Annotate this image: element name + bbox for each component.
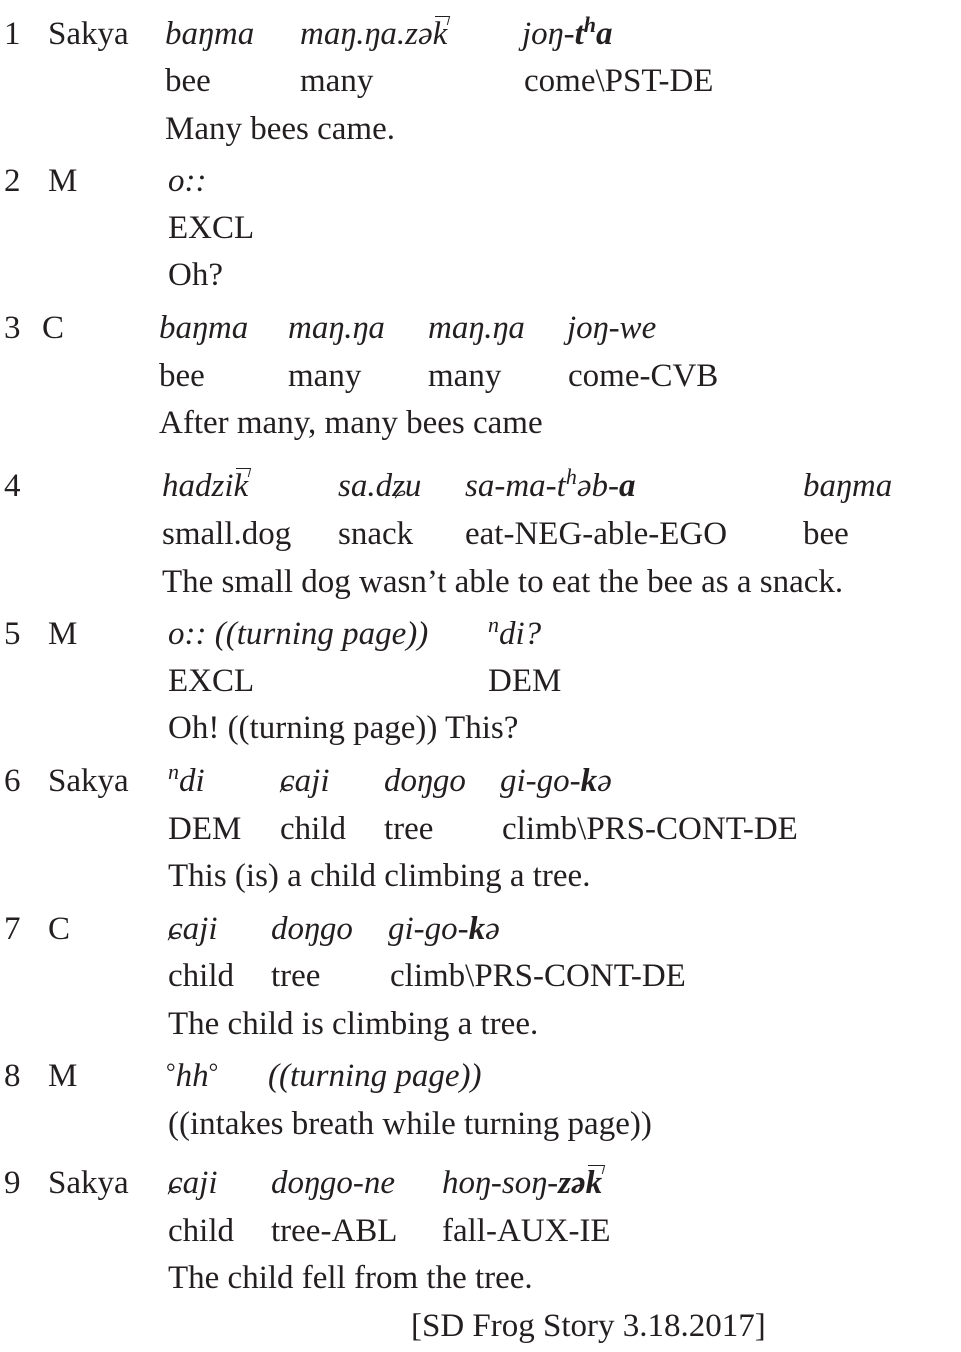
tone-mark: k (233, 468, 249, 504)
gloss-word: many (300, 63, 374, 99)
vernacular-word: $sa-ma-t^həb-a$ (465, 464, 636, 504)
speaker-label: C (48, 911, 71, 947)
turn-number: 2 (4, 163, 21, 199)
vernacular-word: ((turning page)) (268, 1058, 482, 1094)
turn-number: 9 (4, 1165, 21, 1201)
free-translation: ((intakes breath while turning page)) (168, 1106, 652, 1142)
free-translation: The small dog wasn’t able to eat the bee as a snack. (162, 564, 844, 600)
tone-mark: k (432, 16, 448, 52)
turn-number: 7 (4, 911, 21, 947)
gloss-word: tree (271, 958, 321, 994)
free-translation: This (is) a child climbing a tree. (168, 858, 591, 894)
gloss-word: small.dog (162, 516, 292, 552)
turn-number: 4 (4, 468, 21, 504)
vernacular-word: baŋma (803, 468, 893, 504)
gloss-word: child (168, 958, 234, 994)
vernacular-word: doŋgo (271, 911, 353, 947)
gloss-word: fall-AUX-IE (442, 1213, 611, 1249)
vernacular-word: sa.dʑu (338, 468, 422, 504)
vernacular-word: baŋma (159, 310, 249, 346)
free-translation: After many, many bees came (159, 405, 543, 441)
gloss-word: come-CVB (568, 358, 719, 394)
gloss-word: child (168, 1213, 234, 1249)
gloss-word: come\PST-DE (524, 63, 714, 99)
speaker-label: Sakya (48, 1165, 129, 1201)
free-translation: Oh? (168, 257, 223, 293)
vernacular-word: maŋ.ŋa.zək (300, 16, 448, 52)
gloss-word: EXCL (168, 210, 255, 246)
speaker-label: M (48, 1058, 78, 1094)
vernacular-word: maŋ.ŋa (428, 310, 525, 346)
speaker-label: C (42, 310, 65, 346)
turn-number: 8 (4, 1058, 21, 1094)
turn-number: 1 (4, 16, 21, 52)
gloss-word: DEM (168, 811, 242, 847)
vernacular-word: gi-go-kə (500, 763, 612, 799)
tone-mark: k (585, 1165, 603, 1201)
gloss-word: tree-ABL (271, 1213, 398, 1249)
vernacular-word: $^n$di? (488, 612, 542, 652)
turn-number: 6 (4, 763, 21, 799)
vernacular-word: o:: ((turning page)) (168, 616, 429, 652)
gloss-word: bee (159, 358, 205, 394)
vernacular-word: °hh° (166, 1058, 219, 1094)
gloss-word: bee (803, 516, 849, 552)
free-translation: The child is climbing a tree. (168, 1006, 539, 1042)
vernacular-word: hoŋ-soŋ-zək (442, 1165, 603, 1201)
vernacular-word: joŋ-we (567, 310, 657, 346)
gloss-word: eat-NEG-able-EGO (465, 516, 728, 552)
gloss-word: many (288, 358, 362, 394)
vernacular-word: doŋgo (384, 763, 466, 799)
vernacular-word: joŋ-$t^ha$ (522, 12, 613, 52)
gloss-word: tree (384, 811, 434, 847)
free-translation: Oh! ((turning page)) This? (168, 710, 519, 746)
speaker-label: Sakya (48, 16, 129, 52)
speaker-label: M (48, 616, 78, 652)
gloss-word: climb\PRS-CONT-DE (502, 811, 798, 847)
speaker-label: M (48, 163, 78, 199)
free-translation: Many bees came. (165, 111, 395, 147)
gloss-word: bee (165, 63, 211, 99)
gloss-word: DEM (488, 663, 562, 699)
gloss-word: snack (338, 516, 414, 552)
vernacular-word: $^n$di (168, 759, 205, 799)
gloss-word: climb\PRS-CONT-DE (390, 958, 686, 994)
vernacular-word: ɕaji (280, 763, 330, 799)
vernacular-word: ɕaji (168, 1165, 218, 1201)
gloss-word: child (280, 811, 346, 847)
vernacular-word: maŋ.ŋa (288, 310, 385, 346)
turn-number: 5 (4, 616, 21, 652)
gloss-word: many (428, 358, 502, 394)
vernacular-word: baŋma (165, 16, 255, 52)
free-translation: The child fell from the tree. (168, 1260, 533, 1296)
vernacular-word: doŋgo-ne (271, 1165, 396, 1201)
vernacular-word: gi-go-kə (388, 911, 500, 947)
speaker-label: Sakya (48, 763, 129, 799)
vernacular-word: hadzik (162, 468, 249, 504)
turn-number: 3 (4, 310, 21, 346)
gloss-word: EXCL (168, 663, 255, 699)
source-citation: [SD Frog Story 3.18.2017] (411, 1308, 766, 1344)
vernacular-word: ɕaji (168, 911, 218, 947)
vernacular-word: o:: (168, 163, 207, 199)
